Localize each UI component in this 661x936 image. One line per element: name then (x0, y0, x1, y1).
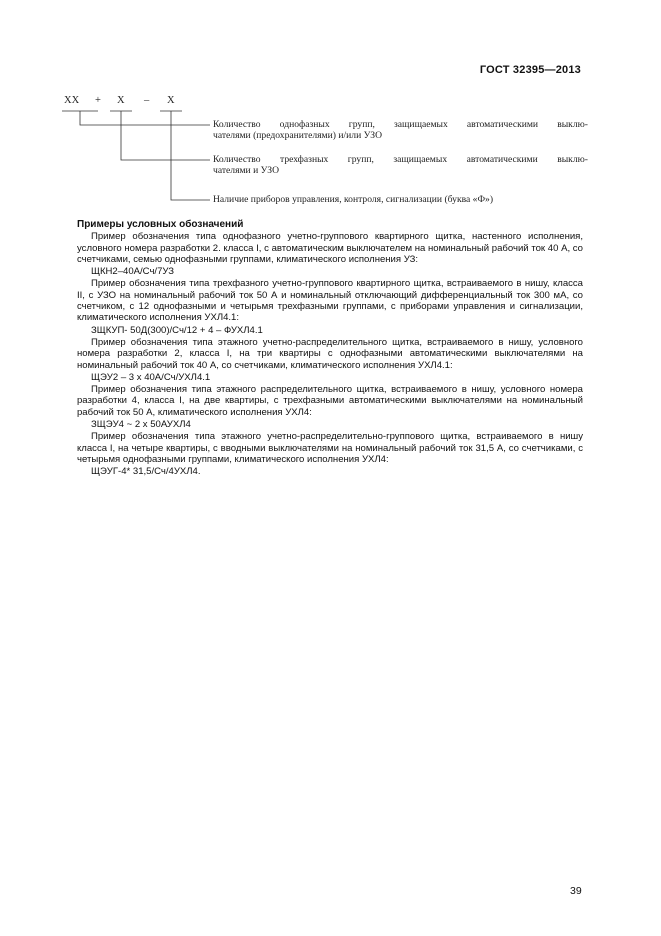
example-4-code: ЗЩЭУ4 ~ 2 х 50АУХЛ4 (91, 419, 191, 431)
formula-part-x2: X (167, 95, 175, 106)
description-1-line-2: чателями (предохранителями) и/или УЗО (213, 130, 383, 141)
example-3-code: ЩЭУ2 – 3 х 40А/Сч/УХЛ4.1 (91, 371, 211, 383)
designation-diagram (60, 92, 600, 212)
formula-dash: – (144, 95, 150, 106)
example-5-code: ЩЭУГ-4* 31,5/Сч/4УХЛ4. (91, 466, 201, 478)
page-number: 39 (570, 885, 582, 897)
formula-part-xx: XX (64, 95, 80, 106)
section-title: Примеры условных обозначений (77, 219, 244, 230)
example-5-text: Пример обозначения типа этажного учетно-распределительно-группового щитка, встраиваемого в нишу класса I, на четыре квартиры, с вводными выключателями на номинальный рабочий ток 31,5 А, со счетчиками, с четырьмя однофазными группами, климатического исполнения УХЛ4: (77, 431, 583, 465)
example-1-code: ЩКН2–40А/Сч/7УЗ (91, 266, 175, 278)
example-4-text: Пример обозначения типа этажного распределительного щитка, встраиваемого в нишу, условного номера разработки 4, класса I, на две квартиры, с трехфазными автоматическими выключателями на номинальный рабочий ток 50 А, климатического исполнения УХЛ4: (77, 384, 583, 418)
examples-section (77, 219, 583, 479)
description-1-line-1: Количество однофазных групп, защищаемых автоматическими выклю- (213, 119, 588, 130)
description-3: Наличие приборов управления, контроля, сигнализации (буква «Ф») (213, 194, 494, 205)
example-2-text: Пример обозначения типа трехфазного учетно-группового квартирного щитка, встраиваемого в нишу, класса II, с УЗО на номинальный рабочий ток 50 А и номинальный отключающий дифференциальный ток 300 мА, со счетчиком, с 12 однофазными и четырьмя трехфазными группами, с приборами управления и сигнализации, климатического исполнения УХЛ4.1: (77, 278, 583, 324)
formula-plus: + (95, 95, 101, 106)
leader-line-1 (80, 111, 210, 125)
example-1-text: Пример обозначения типа однофазного учетно-группового квартирного щитка, настенного исполнения, условного номера разработки 2. класса I, с автоматическим выключателем на номинальный рабочий ток 40 А, со счетчиками, семью однофазными группами, климатического исполнения УЗ: (77, 231, 583, 265)
formula-part-x1: X (117, 95, 125, 106)
example-3-text: Пример обозначения типа этажного учетно-распределительного щитка, встраиваемого в нишу, условного номера разработки 2, класса I, на три квартиры с однофазными автоматическими выключателями на номинальный рабочий ток 40 А, со счетчиками, климатического исполнения УХЛ4.1: (77, 336, 583, 371)
description-2-line-2: чателями и УЗО (213, 165, 280, 176)
standard-header: ГОСТ 32395—2013 (479, 64, 581, 76)
description-2-line-1: Количество трехфазных групп, защищаемых автоматическими выклю- (213, 154, 588, 165)
leader-line-2 (121, 111, 210, 160)
example-2-code: ЗЩКУП- 50Д(300)/Сч/12 + 4 – ФУХЛ4.1 (91, 324, 263, 336)
leader-line-3 (171, 111, 210, 200)
